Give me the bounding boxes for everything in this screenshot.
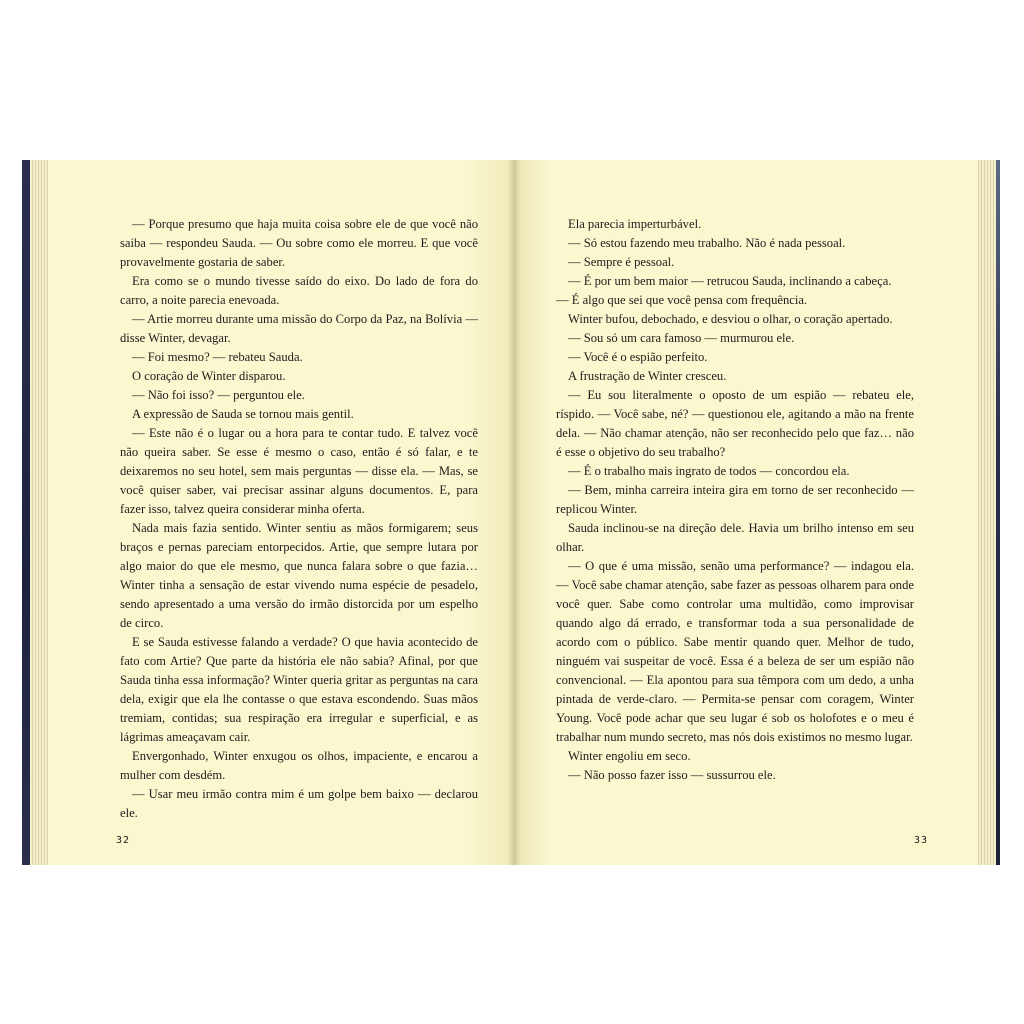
paragraph: — Artie morreu durante uma missão do Corpo da Paz, na Bolívia — disse Winter, devagar.	[120, 312, 478, 345]
paragraph: — Usar meu irmão contra mim é um golpe bem baixo — declarou ele.	[120, 787, 478, 820]
paragraph: — Este não é o lugar ou a hora para te contar tudo. E talvez você não queira saber. Se esse é mesmo o caso, então é só falar, e te deixaremos no seu hotel, sem mais perguntas — disse ela. — Mas, se você quiser saber, vai precisar assinar alguns documentos. E, para fazer isso, talvez queira considerar minha oferta.	[120, 426, 478, 516]
paragraph: Winter engoliu em seco.	[568, 749, 691, 763]
paragraph: Ela parecia imperturbável.	[568, 217, 702, 231]
right-page-text	[556, 215, 914, 785]
paragraph: — Não foi isso? — perguntou ele.	[132, 388, 305, 402]
paragraph: Sauda inclinou-se na direção dele. Havia um brilho intenso em seu olhar.	[556, 521, 914, 554]
paragraph: — Sou só um cara famoso — murmurou ele.	[568, 331, 795, 345]
open-book	[30, 160, 996, 865]
page-stack-left	[30, 160, 50, 865]
paragraph: — Você é o espião perfeito.	[568, 350, 708, 364]
paragraph: Envergonhado, Winter enxugou os olhos, impaciente, e encarou a mulher com desdém.	[120, 749, 478, 782]
paragraph: Nada mais fazia sentido. Winter sentiu as mãos formigarem; seus braços e pernas pareciam entorpecidos. Artie, que sempre lutara por algo maior do que ele mesmo, que nunca falara sobre o que fazia… Winter tinha a sensação de estar vivendo numa espécie de pesadelo, sendo apresentado a uma versão do irmão distorcida por um espelho de circo.	[120, 521, 478, 630]
paragraph: Winter bufou, debochado, e desviou o olhar, o coração apertado.	[568, 312, 893, 326]
paragraph: — Porque presumo que haja muita coisa sobre ele de que você não saiba — respondeu Sauda. — Ou sobre como ele morreu. E que você provavelmente gostaria de saber.	[120, 217, 478, 269]
book-gutter	[508, 160, 520, 865]
left-page	[48, 160, 514, 865]
paragraph: — É por um bem maior — retrucou Sauda, inclinando a cabeça.	[568, 274, 892, 288]
paragraph: A frustração de Winter cresceu.	[568, 369, 727, 383]
page-number-left: 32	[116, 835, 131, 846]
paragraph: A expressão de Sauda se tornou mais gentil.	[132, 407, 354, 421]
paragraph: E se Sauda estivesse falando a verdade? O que havia acontecido de fato com Artie? Que parte da história ele não sabia? Afinal, por que Sauda tinha essa informação? Winter queria gritar as perguntas na cara dela, exigir que ela lhe contasse o que estava escondendo. Suas mãos tremiam, contidas; sua respiração era irregular e superficial, e as lágrimas ameaçavam cair.	[120, 635, 478, 744]
page-number-right: 33	[913, 835, 928, 846]
paragraph: — Sempre é pessoal.	[568, 255, 675, 269]
right-page	[514, 160, 978, 865]
paragraph: Era como se o mundo tivesse saído do eixo. Do lado de fora do carro, a noite parecia enevoada.	[120, 274, 478, 307]
page-stack-right	[976, 160, 996, 865]
paragraph: — É algo que sei que você pensa com frequência.	[556, 293, 808, 307]
paragraph: — É o trabalho mais ingrato de todos — concordou ela.	[568, 464, 850, 478]
paragraph: O coração de Winter disparou.	[132, 369, 286, 383]
paragraph: — Só estou fazendo meu trabalho. Não é nada pessoal.	[568, 236, 846, 250]
paragraph: — Bem, minha carreira inteira gira em torno de ser reconhecido — replicou Winter.	[556, 483, 914, 516]
paragraph: — Não posso fazer isso — sussurrou ele.	[568, 768, 776, 782]
paragraph: — Foi mesmo? — rebateu Sauda.	[132, 350, 303, 364]
paragraph: — Eu sou literalmente o oposto de um espião — rebateu ele, ríspido. — Você sabe, né? — questionou ele, agitando a mão na frente dela. — Não chamar atenção, não ser reconhecido pelo que faz… não é esse o objetivo do seu trabalho?	[556, 388, 914, 459]
paragraph: — O que é uma missão, senão uma performance? — indagou ela. — Você sabe chamar atenção, sabe fazer as pessoas olharem para onde você quer. Sabe como controlar uma multidão, como improvisar quando algo dá errado, e transformar toda a sua personalidade de acordo com o público. Sabe mentir quando quer. Melhor de tudo, ninguém vai suspeitar de você. Essa é a beleza de ser um espião não convencional. — Ela apontou para sua têmpora com um dedo, a unha pintada de verde-claro. — Permita-se pensar com coragem, Winter Young. Você pode achar que seu lugar é sob os holofotes e o meu é trabalhar num mundo secreto, mas nós dois existimos no mesmo lugar.	[556, 559, 914, 744]
left-page-text	[120, 215, 478, 823]
